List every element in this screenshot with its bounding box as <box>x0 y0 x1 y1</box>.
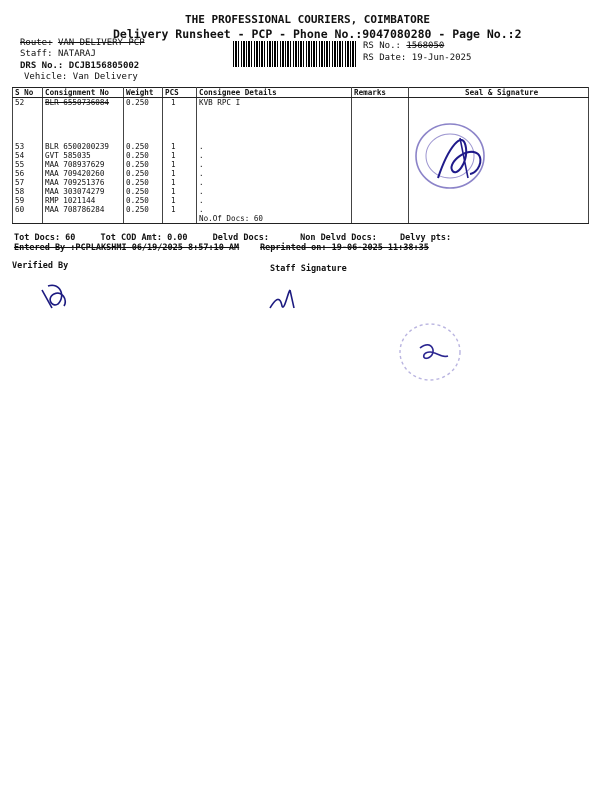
cell-cd: . <box>197 187 352 196</box>
cell-remarks <box>352 187 409 196</box>
rs-no-value: 1568050 <box>406 41 445 51</box>
cell-cn: MAA 708937629 <box>43 160 124 169</box>
rs-date-line <box>363 53 471 63</box>
cell-wt: 0.250 <box>124 142 163 151</box>
cell-cd: . <box>197 169 352 178</box>
staff-signature-label: Staff Signature <box>270 264 347 274</box>
drs-line <box>20 61 139 71</box>
cell-remarks <box>352 151 409 160</box>
verified-by-label: Verified By <box>12 261 69 271</box>
cell-cn: MAA 708786284 <box>43 205 124 214</box>
cell-sno: 57 <box>13 178 43 187</box>
cell-remarks <box>352 196 409 205</box>
cell-wt: 0.250 <box>124 178 163 187</box>
staff-signature-icon <box>266 282 300 316</box>
rs-date-value: 19-Jun-2025 <box>411 53 472 63</box>
rs-date-label: RS Date: <box>363 53 407 63</box>
cell-cd: . <box>197 151 352 160</box>
table-row <box>13 196 589 205</box>
rs-no-line <box>363 41 444 51</box>
cell-cd: KVB RPC I <box>197 98 352 142</box>
drs-value: DCJB156805002 <box>68 61 140 71</box>
seal-stamp-icon <box>408 118 504 194</box>
staff-label: Staff: <box>20 49 53 59</box>
col-consignment: Consignment No <box>43 88 124 98</box>
vehicle-value: Van Delivery <box>72 72 138 82</box>
col-remarks: Remarks <box>352 88 409 98</box>
cell-pcs: 1 <box>163 169 197 178</box>
cell-cd: . <box>197 178 352 187</box>
cell-wt: 0.250 <box>124 151 163 160</box>
reprinted-on: Reprinted on: 19-06-2025 11:38:35 <box>260 243 429 253</box>
route-value: VAN DELIVERY PCP <box>57 38 145 48</box>
no-of-docs: No.Of Docs: 60 <box>197 214 352 224</box>
cell-sno: 53 <box>13 142 43 151</box>
cell-sno: 60 <box>13 205 43 214</box>
cell-cd: . <box>197 160 352 169</box>
company-name: THE PROFESSIONAL COURIERS, COIMBATORE <box>185 13 431 26</box>
cell-cd: . <box>197 142 352 151</box>
cell-remarks <box>352 160 409 169</box>
vehicle-line <box>24 72 138 82</box>
cell-pcs: 1 <box>163 178 197 187</box>
cell-cn: MAA 303074279 <box>43 187 124 196</box>
cell-pcs: 1 <box>163 151 197 160</box>
lower-stamp-icon <box>392 318 470 388</box>
cell-sno: 54 <box>13 151 43 160</box>
cell-pcs: 1 <box>163 142 197 151</box>
non-delvd-docs: Non Delvd Docs: <box>300 233 377 243</box>
cell-sno: 58 <box>13 187 43 196</box>
cell-sno: 56 <box>13 169 43 178</box>
cell-remarks <box>352 205 409 214</box>
table-row <box>13 205 589 214</box>
cell-wt: 0.250 <box>124 169 163 178</box>
cell-cn: RMP 1021144 <box>43 196 124 205</box>
cell-pcs: 1 <box>163 98 197 142</box>
route-label: Route: <box>20 38 53 48</box>
cell-remarks <box>352 142 409 151</box>
drs-label: DRS No.: <box>20 61 64 71</box>
cell-wt: 0.250 <box>124 160 163 169</box>
cell-remarks <box>352 178 409 187</box>
totals-line <box>14 233 451 243</box>
table-row <box>13 214 589 224</box>
staff-value: NATARAJ <box>57 49 96 59</box>
col-seal: Seal & Signature <box>409 88 589 98</box>
cell-wt: 0.250 <box>124 205 163 214</box>
entered-by: Entered By :PCPLAKSHMI 06/19/2025 8:57:10 AM <box>14 243 240 253</box>
cell-cd: . <box>197 205 352 214</box>
cell-cn: MAA 709251376 <box>43 178 124 187</box>
col-consignee: Consignee Details <box>197 88 352 98</box>
cell-cn: MAA 709420260 <box>43 169 124 178</box>
cell-wt: 0.250 <box>124 187 163 196</box>
cell-remarks <box>352 169 409 178</box>
cell-seal <box>409 205 589 214</box>
tot-docs: Tot Docs: 60 <box>14 233 76 243</box>
cell-cn: GVT 585035 <box>43 151 124 160</box>
cell-sno: 59 <box>13 196 43 205</box>
verified-signature-icon <box>36 276 76 316</box>
barcode-image <box>233 41 356 67</box>
col-pcs: PCS <box>163 88 197 98</box>
cell-wt: 0.250 <box>124 196 163 205</box>
cell-sno: 55 <box>13 160 43 169</box>
col-weight: Weight <box>124 88 163 98</box>
cell-pcs: 1 <box>163 160 197 169</box>
cell-wt: 0.250 <box>124 98 163 142</box>
cell-sno: 52 <box>13 98 43 142</box>
cell-cn: BLR 6500200239 <box>43 142 124 151</box>
rs-no-label: RS No.: <box>363 41 401 51</box>
cell-cn: BLR 6550736084 <box>43 98 124 142</box>
cell-seal <box>409 196 589 205</box>
vehicle-label: Vehicle: <box>24 72 68 82</box>
cell-pcs: 1 <box>163 196 197 205</box>
table-header-row <box>13 88 589 98</box>
cell-cd: . <box>197 196 352 205</box>
delvd-docs: Delvd Docs: <box>212 233 269 243</box>
staff-line <box>20 49 96 59</box>
cell-pcs: 1 <box>163 205 197 214</box>
col-sno: S No <box>13 88 43 98</box>
runsheet-title: Delivery Runsheet - PCP - Phone No.:9047080280 - Page No.:2 <box>113 27 522 41</box>
cell-pcs: 1 <box>163 187 197 196</box>
route-line <box>20 38 145 48</box>
cell-remarks <box>352 98 409 142</box>
tot-cod: Tot COD Amt: 0.00 <box>100 233 188 243</box>
delvy-pts: Delvy pts: <box>399 233 452 243</box>
